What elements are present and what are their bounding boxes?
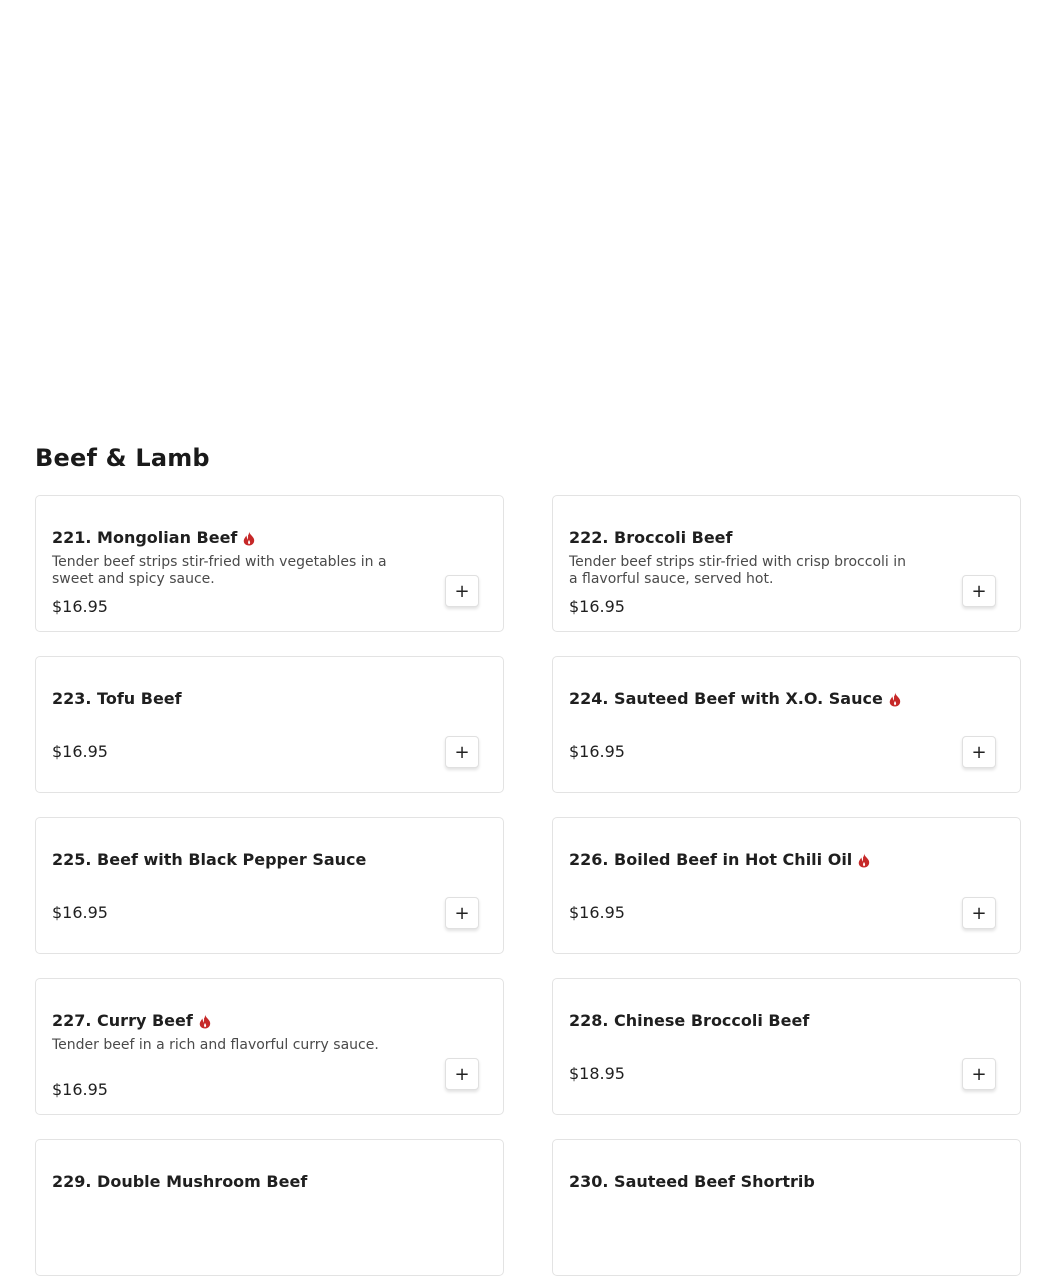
flame-icon [889, 692, 901, 707]
flame-icon [199, 1014, 211, 1029]
menu-item-card[interactable] [552, 656, 1021, 793]
menu-item-card[interactable] [35, 656, 504, 793]
menu-item-name-text: 225. Beef with Black Pepper Sauce [52, 850, 367, 869]
menu-item-name [569, 1172, 1004, 1192]
menu-item-price: $16.95 [52, 742, 108, 761]
plus-icon: + [454, 741, 470, 763]
menu-item-name-text: 222. Broccoli Beef [569, 528, 733, 547]
menu-item-card[interactable] [552, 817, 1021, 954]
menu-item-name [52, 689, 487, 709]
menu-item-name [569, 1011, 1004, 1031]
plus-icon: + [971, 580, 987, 602]
menu-item-price: $16.95 [569, 903, 625, 922]
menu-item-card[interactable] [35, 1139, 504, 1276]
menu-item-name [52, 528, 487, 548]
menu-item-price: $16.95 [569, 597, 625, 616]
plus-icon: + [454, 902, 470, 924]
plus-icon: + [971, 902, 987, 924]
menu-item-grid [35, 495, 1021, 1276]
menu-item-name-text: 224. Sauteed Beef with X.O. Sauce [569, 689, 883, 708]
menu-item-name-text: 226. Boiled Beef in Hot Chili Oil [569, 850, 853, 869]
menu-item-description: Tender beef strips stir-fried with vegetables in a sweet and spicy sauce. [52, 554, 387, 587]
menu-item-card[interactable] [35, 978, 504, 1115]
plus-icon: + [454, 580, 470, 602]
section-title: Beef & Lamb [35, 444, 210, 472]
menu-item-name [52, 1011, 487, 1031]
menu-item-description: Tender beef in a rich and flavorful curry sauce. [52, 1037, 379, 1053]
menu-item-name-text: 230. Sauteed Beef Shortrib [569, 1172, 815, 1191]
menu-item-card[interactable] [35, 495, 504, 632]
menu-item-name [569, 689, 1004, 709]
plus-icon: + [454, 1063, 470, 1085]
menu-item-name-text: 228. Chinese Broccoli Beef [569, 1011, 810, 1030]
plus-icon: + [971, 1063, 987, 1085]
plus-icon: + [971, 741, 987, 763]
add-to-cart-button[interactable] [962, 575, 996, 607]
menu-item-name-text: 221. Mongolian Beef [52, 528, 238, 547]
add-to-cart-button[interactable] [445, 736, 479, 768]
flame-icon [858, 853, 870, 868]
menu-item-name [569, 528, 1004, 548]
menu-item-name-text: 227. Curry Beef [52, 1011, 193, 1030]
menu-item-name [569, 850, 1004, 870]
add-to-cart-button[interactable] [962, 736, 996, 768]
menu-item-card[interactable] [552, 1139, 1021, 1276]
add-to-cart-button[interactable] [445, 897, 479, 929]
menu-item-price: $16.95 [52, 903, 108, 922]
menu-item-name-text: 223. Tofu Beef [52, 689, 182, 708]
menu-item-name [52, 850, 487, 870]
menu-item-price: $16.95 [52, 597, 108, 616]
menu-item-card[interactable] [552, 978, 1021, 1115]
menu-item-name [52, 1172, 487, 1192]
add-to-cart-button[interactable] [962, 1058, 996, 1090]
add-to-cart-button[interactable] [962, 897, 996, 929]
menu-item-card[interactable] [552, 495, 1021, 632]
menu-item-price: $16.95 [569, 742, 625, 761]
menu-item-card[interactable] [35, 817, 504, 954]
menu-item-name-text: 229. Double Mushroom Beef [52, 1172, 308, 1191]
add-to-cart-button[interactable] [445, 1058, 479, 1090]
menu-item-price: $18.95 [569, 1064, 625, 1083]
menu-item-description: Tender beef strips stir-fried with crisp broccoli in a flavorful sauce, served hot. [569, 554, 907, 587]
add-to-cart-button[interactable] [445, 575, 479, 607]
menu-item-price: $16.95 [52, 1080, 108, 1099]
flame-icon [243, 531, 255, 546]
